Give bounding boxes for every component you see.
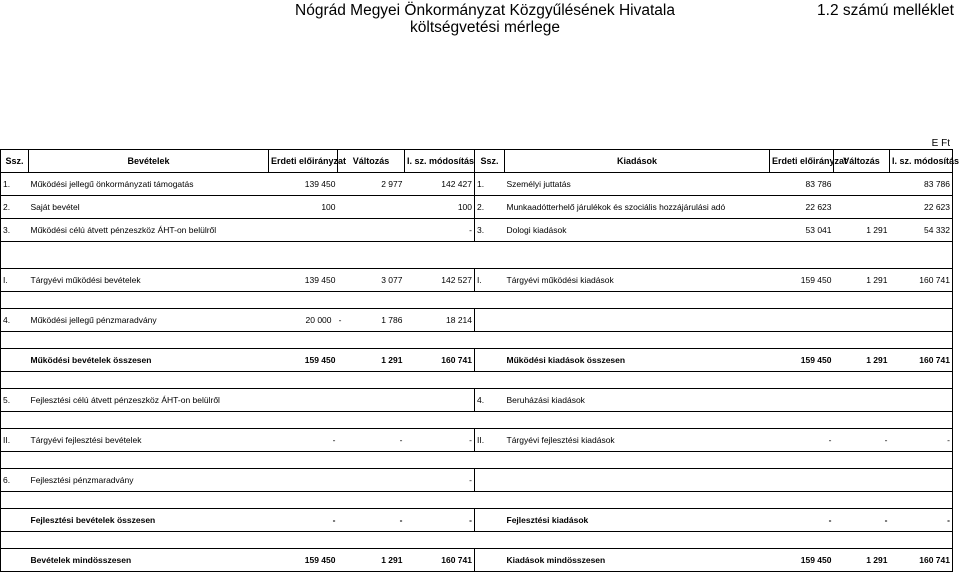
cell-ln <box>1 509 29 532</box>
cell-lname: Tárgyévi működési bevételek <box>29 269 269 292</box>
spacer-row <box>1 292 953 309</box>
cell-lo <box>269 469 338 492</box>
cell-ln: I. <box>1 269 29 292</box>
cell-lc: 1 786 <box>338 309 405 332</box>
cell-lname: Működési jellegű önkormányzati támogatás <box>29 173 269 196</box>
cell-lm: - <box>405 469 475 492</box>
cell-rn: II. <box>475 429 505 452</box>
cell-ro: 159 450 <box>770 269 834 292</box>
cell-lo-value: 20 000 <box>305 314 332 325</box>
cell-ln <box>1 549 29 572</box>
cell-ln: 3. <box>1 219 29 242</box>
cell-lm: - <box>405 219 475 242</box>
cell-rname: Kiadások mindösszesen <box>505 549 770 572</box>
cell-lc <box>338 389 405 412</box>
cell-ln: 6. <box>1 469 29 492</box>
cell-rm <box>890 469 953 492</box>
cell-lo <box>269 219 338 242</box>
cell-rc: - <box>834 429 890 452</box>
cell-ln: 4. <box>1 309 29 332</box>
table-row <box>1 389 953 412</box>
spacer-row <box>1 242 953 269</box>
cell-ln: II. <box>1 429 29 452</box>
cell-rn <box>475 309 505 332</box>
cell-rc: 1 291 <box>834 549 890 572</box>
table-row <box>1 173 953 196</box>
cell-rm: 160 741 <box>890 349 953 372</box>
cell-rc <box>834 173 890 196</box>
cell-rm: 160 741 <box>890 269 953 292</box>
cell-ro <box>770 389 834 412</box>
cell-lc <box>338 219 405 242</box>
cell-lname: Fejlesztési bevételek összesen <box>29 509 269 532</box>
table-row <box>1 269 953 292</box>
cell-lname: Működési célú átvett pénzeszköz ÁHT-on belülről <box>29 219 269 242</box>
col-expenses: Kiadások <box>505 150 770 173</box>
cell-ro: 22 623 <box>770 196 834 219</box>
attachment-label: 1.2 számú melléklet <box>817 2 954 19</box>
cell-rn: 3. <box>475 219 505 242</box>
col-mod-right: I. sz. módosítás <box>890 150 953 173</box>
cell-rm: 22 623 <box>890 196 953 219</box>
col-orig-right: Erdeti előirányzat <box>770 150 834 173</box>
cell-lm: 100 <box>405 196 475 219</box>
table-row <box>1 469 953 492</box>
cell-lo: 139 450 <box>269 173 338 196</box>
cell-ro: 83 786 <box>770 173 834 196</box>
cell-ln: 5. <box>1 389 29 412</box>
col-revenues: Bevételek <box>29 150 269 173</box>
cell-ln: 1. <box>1 173 29 196</box>
cell-rname: Működési kiadások összesen <box>505 349 770 372</box>
cell-rn <box>475 549 505 572</box>
cell-rn <box>475 509 505 532</box>
table-row <box>1 219 953 242</box>
cell-lo: 100 <box>269 196 338 219</box>
spacer-row <box>1 532 953 549</box>
cell-ro: 159 450 <box>770 549 834 572</box>
cell-rname <box>505 309 770 332</box>
cell-lc: 2 977 <box>338 173 405 196</box>
table-row <box>1 509 953 532</box>
spacer-row <box>1 452 953 469</box>
cell-rn: I. <box>475 269 505 292</box>
cell-rc: 1 291 <box>834 269 890 292</box>
cell-rname: Személyi juttatás <box>505 173 770 196</box>
cell-rn: 4. <box>475 389 505 412</box>
cell-rm: 160 741 <box>890 549 953 572</box>
cell-lm: 142 527 <box>405 269 475 292</box>
col-orig-left: Erdeti előirányzat <box>269 150 338 173</box>
cell-lc: 1 291 <box>338 549 405 572</box>
cell-ln <box>1 349 29 372</box>
cell-rm <box>890 309 953 332</box>
spacer-row <box>1 332 953 349</box>
table-row <box>1 349 953 372</box>
cell-rm: 54 332 <box>890 219 953 242</box>
cell-lm: - <box>405 429 475 452</box>
spacer-row <box>1 412 953 429</box>
spacer-row <box>1 492 953 509</box>
cell-lm: - <box>405 509 475 532</box>
cell-lc: - <box>338 429 405 452</box>
cell-lm <box>405 389 475 412</box>
cell-rc: - <box>834 509 890 532</box>
title-line-1: Nógrád Megyei Önkormányzat Közgyűlésének Hivatala <box>295 2 675 19</box>
col-mod-left: I. sz. módosítás <box>405 150 475 173</box>
table-row <box>1 309 953 332</box>
unit-label: E Ft <box>931 138 950 149</box>
cell-rname: Tárgyévi működési kiadások <box>505 269 770 292</box>
cell-lo: 159 450 <box>269 349 338 372</box>
cell-lc: 3 077 <box>338 269 405 292</box>
cell-ro <box>770 309 834 332</box>
cell-lo: 139 450 <box>269 269 338 292</box>
cell-ro: 159 450 <box>770 349 834 372</box>
cell-lo: - <box>269 509 338 532</box>
table-row <box>1 196 953 219</box>
cell-lname: Fejlesztési pénzmaradvány <box>29 469 269 492</box>
cell-lname: Bevételek mindösszesen <box>29 549 269 572</box>
cell-rname: Beruházási kiadások <box>505 389 770 412</box>
col-ssz-right: Ssz. <box>475 150 505 173</box>
cell-ln: 2. <box>1 196 29 219</box>
cell-lo <box>269 309 342 332</box>
cell-lname: Fejlesztési célú átvett pénzeszköz ÁHT-on belülről <box>29 389 269 412</box>
col-change-left: Változás <box>338 150 405 173</box>
cell-lm: 18 214 <box>405 309 475 332</box>
cell-rn: 1. <box>475 173 505 196</box>
cell-rname: Dologi kiadások <box>505 219 770 242</box>
cell-lc: 1 291 <box>338 349 405 372</box>
cell-lm: 142 427 <box>405 173 475 196</box>
cell-lo: - <box>269 429 338 452</box>
cell-rn: 2. <box>475 196 505 219</box>
cell-rname: Munkaadótterhelő járulékok és szociális hozzájárulási adó <box>505 196 770 219</box>
cell-lc: - <box>338 509 405 532</box>
cell-rm: 83 786 <box>890 173 953 196</box>
cell-rname: Fejlesztési kiadások <box>505 509 770 532</box>
table-header-row <box>1 150 953 173</box>
cell-lname: Működési bevételek összesen <box>29 349 269 372</box>
cell-rc: 1 291 <box>834 349 890 372</box>
col-change-right: Változás <box>834 150 890 173</box>
col-ssz-left: Ssz. <box>1 150 29 173</box>
cell-rname: Tárgyévi fejlesztési kiadások <box>505 429 770 452</box>
cell-rname <box>505 469 770 492</box>
table-row <box>1 429 953 452</box>
cell-lc <box>338 469 405 492</box>
title-line-2: költségvetési mérlege <box>410 19 560 36</box>
cell-rc <box>834 389 890 412</box>
cell-ro: - <box>770 509 834 532</box>
table-row <box>1 549 953 572</box>
cell-lx: - <box>338 314 342 325</box>
cell-rm: - <box>890 429 953 452</box>
cell-ro: - <box>770 429 834 452</box>
cell-rn <box>475 349 505 372</box>
cell-ro: 53 041 <box>770 219 834 242</box>
cell-rm <box>890 389 953 412</box>
cell-lname: Működési jellegű pénzmaradvány <box>29 309 269 332</box>
cell-rc: 1 291 <box>834 219 890 242</box>
cell-rc <box>834 309 890 332</box>
cell-rn <box>475 469 505 492</box>
cell-lm: 160 741 <box>405 349 475 372</box>
cell-lname: Tárgyévi fejlesztési bevételek <box>29 429 269 452</box>
budget-balance-table <box>0 149 960 572</box>
cell-lc <box>338 196 405 219</box>
document-title <box>295 2 675 36</box>
cell-lo <box>269 389 338 412</box>
cell-rc <box>834 196 890 219</box>
cell-lo: 159 450 <box>269 549 338 572</box>
cell-lname: Saját bevétel <box>29 196 269 219</box>
cell-ro <box>770 469 834 492</box>
cell-rc <box>834 469 890 492</box>
cell-lm: 160 741 <box>405 549 475 572</box>
spacer-row <box>1 372 953 389</box>
cell-rm: - <box>890 509 953 532</box>
